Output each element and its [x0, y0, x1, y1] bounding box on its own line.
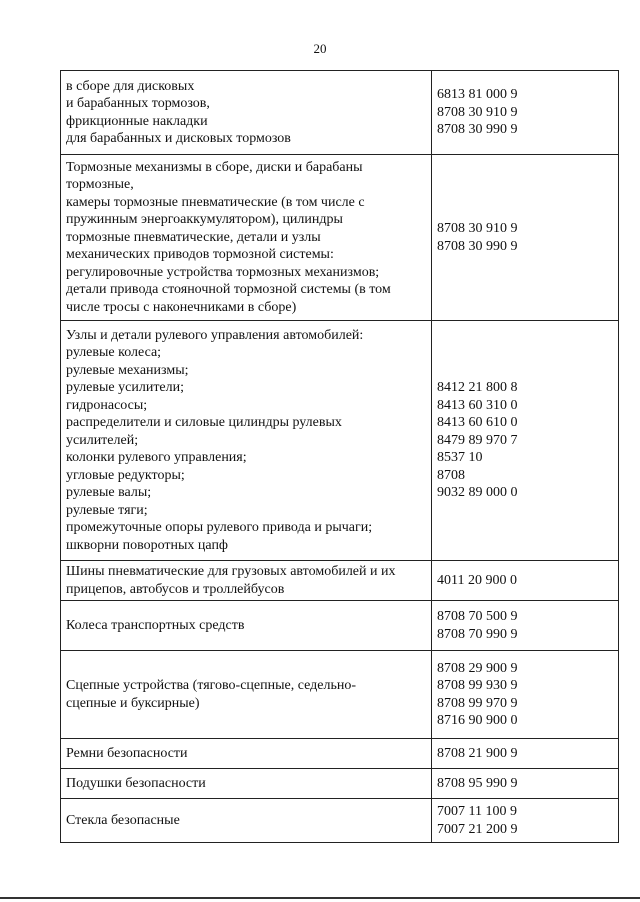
- table-row: [61, 321, 619, 561]
- description-line: Ремни безопасности: [66, 745, 188, 761]
- description-line: распределители и силовые цилиндры рулевых: [66, 415, 342, 431]
- tn-ved-code: 8708 29 900 9: [437, 660, 518, 676]
- description-cell: [61, 601, 432, 651]
- tn-ved-code: 9032 89 000 0: [437, 485, 518, 501]
- code-cell: [432, 739, 619, 769]
- table-row: [61, 155, 619, 321]
- description-line: и барабанных тормозов,: [66, 96, 210, 111]
- description-line: Шины пневматические для грузовых автомобилей и их: [66, 564, 396, 579]
- description-line: в сборе для дисковых: [66, 78, 195, 94]
- description-line: для барабанных и дисковых тормозов: [66, 131, 291, 146]
- description-cell: [61, 71, 432, 155]
- tn-ved-code: 8537 10: [437, 450, 483, 466]
- table-row: [61, 561, 619, 601]
- tn-ved-code: 8412 21 800 8: [437, 380, 518, 396]
- code-cell: [432, 71, 619, 155]
- tn-ved-code: 8716 90 900 0: [437, 713, 518, 728]
- description-line: рулевые механизмы;: [66, 362, 189, 378]
- description-line: Тормозные механизмы в сборе, диски и барабаны: [66, 159, 363, 175]
- description-line: пружинным энергоаккумулятором), цилиндры: [66, 212, 343, 228]
- tn-ved-code: 8708 70 500 9: [437, 609, 518, 624]
- description-line: фрикционные накладки: [66, 113, 208, 129]
- table-row: [61, 769, 619, 799]
- tn-ved-code: 8708 21 900 9: [437, 745, 518, 761]
- description-line: гидронасосы;: [66, 397, 148, 413]
- code-cell: [432, 321, 619, 561]
- description-line: Подушки безопасности: [66, 775, 206, 791]
- description-line: числе тросы с наконечниками в сборе): [66, 299, 297, 315]
- description-cell: [61, 321, 432, 561]
- description-cell: [61, 769, 432, 799]
- code-cell: [432, 561, 619, 601]
- tn-ved-code: 8413 60 610 0: [437, 415, 518, 431]
- description-line: шкворни поворотных цапф: [66, 537, 229, 553]
- description-line: промежуточные опоры рулевого привода и рычаги;: [66, 520, 373, 536]
- tn-ved-code: 7007 21 200 9: [437, 821, 518, 837]
- tn-ved-code: 8708 30 990 9: [437, 122, 518, 138]
- table-body: [61, 71, 619, 843]
- tn-ved-code: 8708 30 910 9: [437, 104, 518, 120]
- table-row: [61, 71, 619, 155]
- tn-ved-code: 8708 30 910 9: [437, 221, 518, 236]
- description-cell: [61, 739, 432, 769]
- description-line: Сцепные устройства (тягово-сцепные, седельно-: [66, 678, 357, 693]
- description-line: прицепов, автобусов и троллейбусов: [66, 581, 285, 597]
- tn-ved-code: 8708 95 990 9: [437, 775, 518, 791]
- description-line: рулевые валы;: [66, 485, 152, 501]
- description-line: тормозные пневматические, детали и узлы: [66, 229, 321, 245]
- description-line: Узлы и детали рулевого управления автомобилей:: [66, 327, 364, 343]
- description-cell: [61, 651, 432, 739]
- description-cell: [61, 799, 432, 843]
- tn-ved-code: 8708: [437, 467, 465, 483]
- description-line: детали привода стояночной тормозной системы (в том: [66, 282, 391, 298]
- table-row: [61, 799, 619, 843]
- bottom-rule: [0, 897, 640, 899]
- table-row: [61, 601, 619, 651]
- tn-ved-code: 8708 70 990 9: [437, 626, 518, 642]
- product-codes-table: [60, 70, 619, 843]
- tn-ved-code: 8413 60 310 0: [437, 397, 518, 413]
- tn-ved-code: 7007 11 100 9: [437, 804, 517, 819]
- description-line: сцепные и буксирные): [66, 695, 200, 711]
- table-row: [61, 739, 619, 769]
- code-cell: [432, 769, 619, 799]
- tn-ved-code: 6813 81 000 9: [437, 87, 518, 103]
- description-cell: [61, 155, 432, 321]
- description-line: колонки рулевого управления;: [66, 450, 247, 466]
- tn-ved-code: 4011 20 900 0: [437, 572, 517, 588]
- description-line: камеры тормозные пневматические (в том числе с: [66, 194, 365, 210]
- code-cell: [432, 651, 619, 739]
- description-line: рулевые усилители;: [66, 380, 185, 396]
- tn-ved-code: 8708 99 970 9: [437, 695, 518, 711]
- tn-ved-code: 8708 99 930 9: [437, 678, 518, 693]
- description-line: рулевые колеса;: [66, 345, 162, 361]
- page-number: 20: [313, 41, 327, 56]
- code-cell: [432, 601, 619, 651]
- tn-ved-code: 8479 89 970 7: [437, 432, 518, 448]
- description-line: рулевые тяги;: [66, 502, 148, 518]
- code-cell: [432, 799, 619, 843]
- description-line: угловые редукторы;: [66, 467, 185, 483]
- code-cell: [432, 155, 619, 321]
- description-line: Колеса транспортных средств: [66, 617, 245, 633]
- table-row: [61, 651, 619, 739]
- description-line: усилителей;: [66, 432, 139, 448]
- tn-ved-code: 8708 30 990 9: [437, 238, 518, 254]
- description-line: механических приводов тормозной системы:: [66, 247, 334, 263]
- description-cell: [61, 561, 432, 601]
- description-line: регулировочные устройства тормозных механизмов;: [66, 264, 380, 280]
- description-line: тормозные,: [66, 177, 134, 193]
- description-line: Стекла безопасные: [66, 812, 180, 828]
